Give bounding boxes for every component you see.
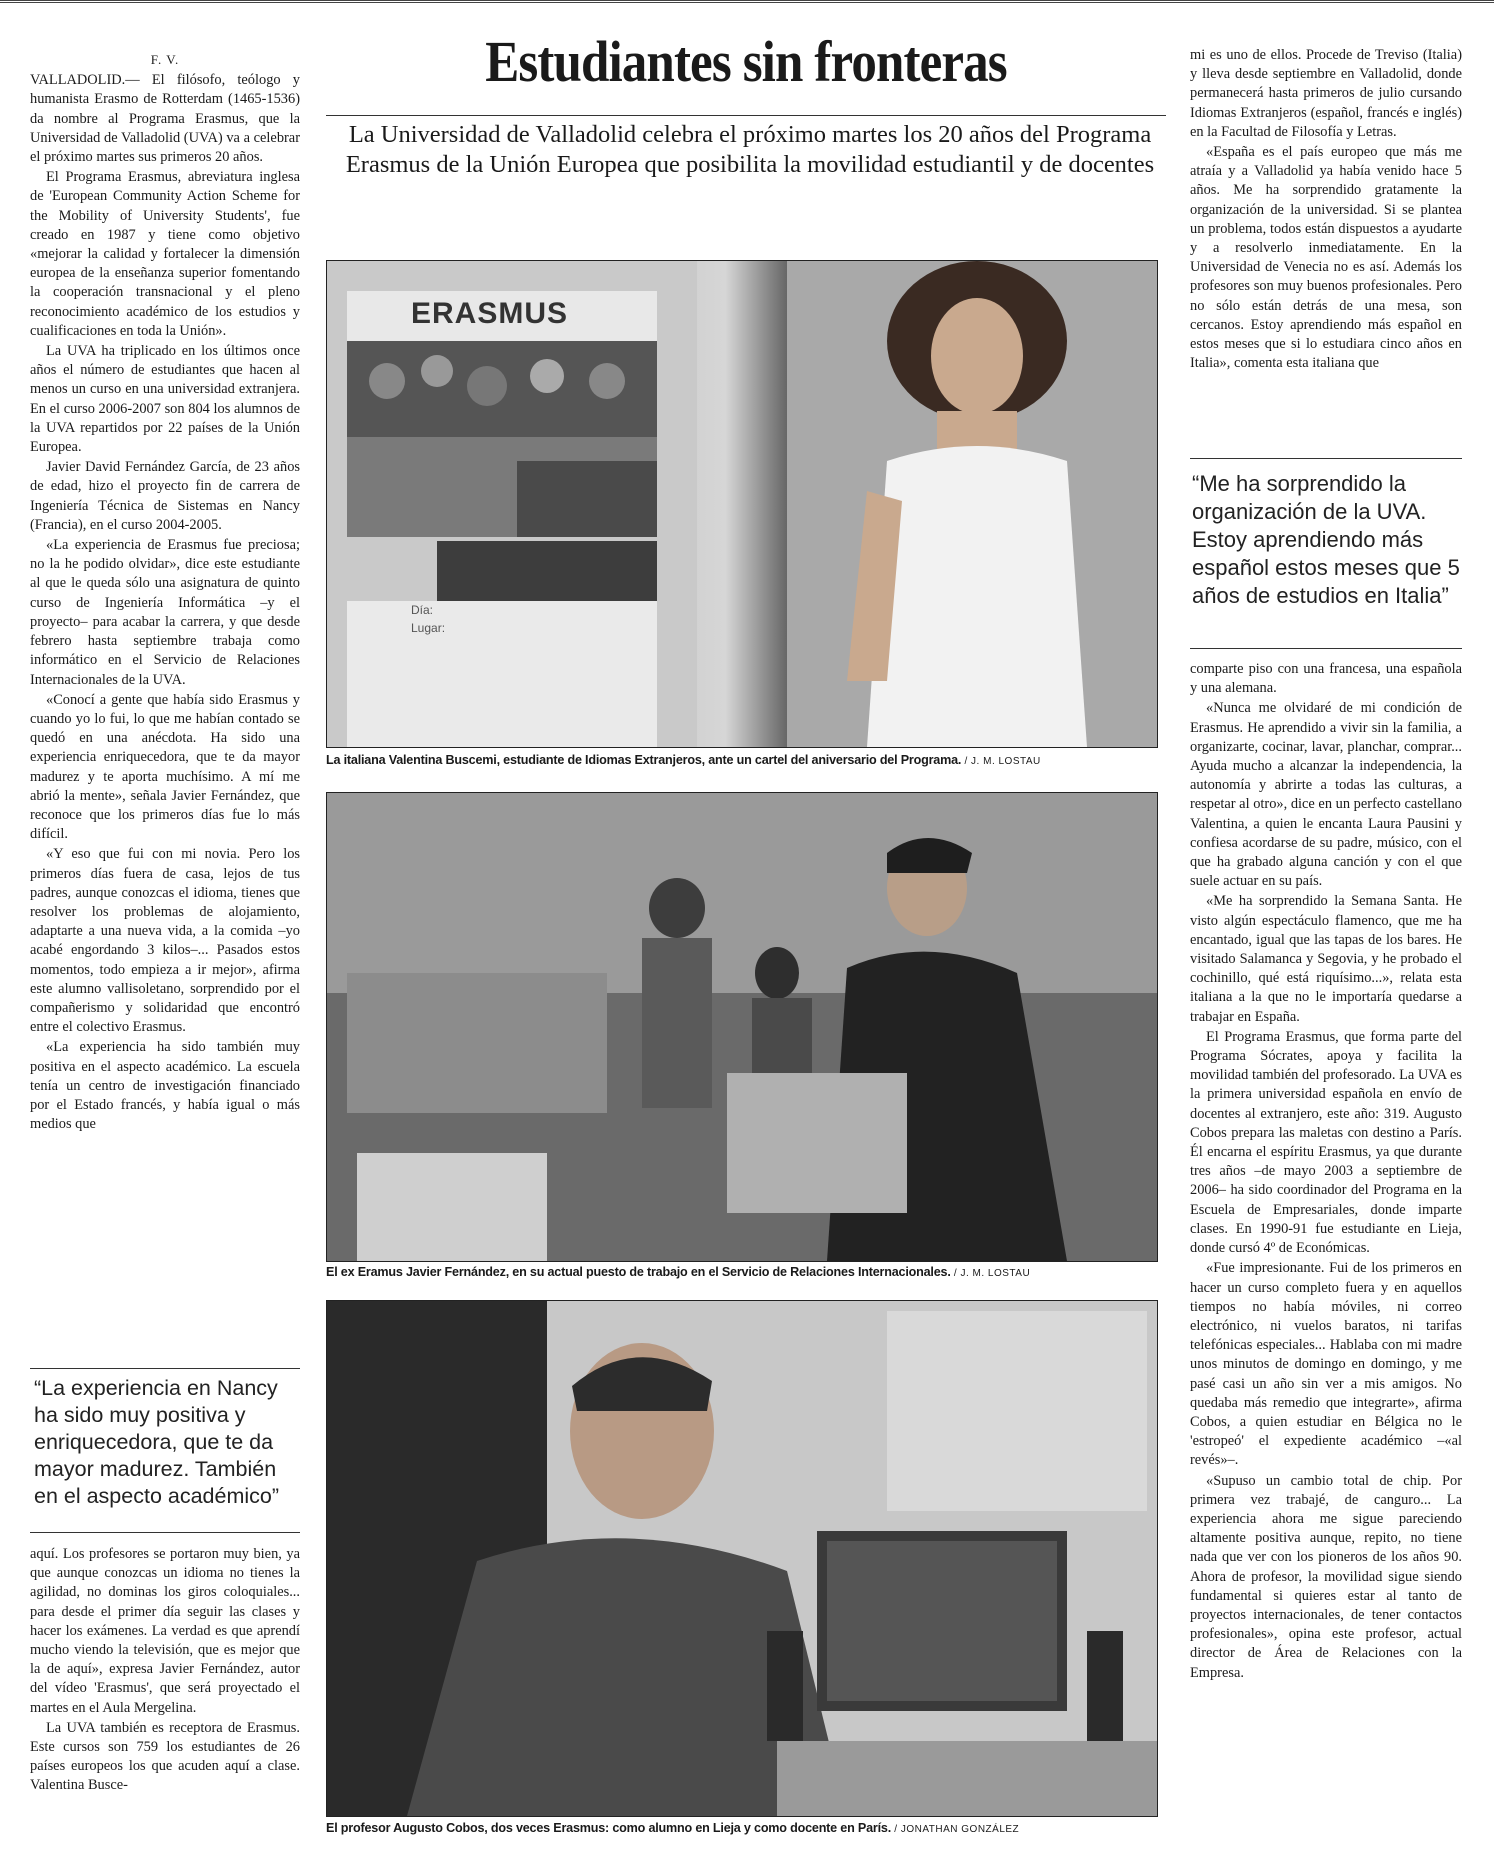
paragraph: «Fue impresionante. Fui de los primeros en hacer un curso completo fuera y en aquellos tiempos no había móviles, ni correo electrónico, ni vuelos baratos, ni tarifas telefónicas especiales... Hablaba con mi madre unos minutos de domingo en domingo, y me pasé casi un año sin ver a mis amigos. No quedaba más remedio que integrarte», afirma Cobos, a quien estudiar en Bélgica no le 'estropeó' el expediente académico –«al revés»–. (1190, 1260, 1462, 1469)
caption-text: El profesor Augusto Cobos, dos veces Erasmus: como alumno en Lieja y como docente en París. (326, 1821, 891, 1835)
paragraph: VALLADOLID.— El filósofo, teólogo y humanista Erasmo de Rotterdam (1465-1536) da nombre al Programa Erasmus, que la Universidad de Valladolid (UVA) va a celebrar el próximo martes sus primeros 20 años. (30, 72, 300, 166)
paragraph: «Y eso que fui con mi novia. Pero los primeros días fuera de casa, lejos de tus padres, aunque conozcas el idioma, tienes que resolver los problemas de alojamiento, adaptarte a una nueva vida, a la comida –yo acabé engordando 3 kilos–... Pasados estos momentos, todo empieza a ir mejor», afirma este alumno vallisoletano, sorprendido por el compañerismo y solidaridad que encontró entre el colectivo Erasmus. (30, 846, 300, 1036)
paragraph: «La experiencia de Erasmus fue preciosa; no la he podido olvidar», dice este estudiante al que le queda sólo una asignatura de quinto curso de Ingeniería Informática –y el proyecto– para acabar la carrera, y que desde febrero hasta septiembre trabaja como informático en el Servicio de Relaciones Internacionales de la UVA. (30, 537, 300, 688)
photo-credit: / JONATHAN GONZÁLEZ (891, 1824, 1020, 1835)
photo-caption (326, 1820, 1019, 1838)
paragraph: La UVA también es receptora de Erasmus. Este cursos son 759 los estudiantes de 26 países europeos los que acuden aquí a clase. Valentina Busce- (30, 1719, 300, 1794)
pull-quote-rule-top (30, 1368, 300, 1369)
sign-place-label: Lugar: (411, 621, 446, 635)
photo-javier-image (327, 793, 1157, 1261)
erasmus-sign: ERASMUS (411, 297, 569, 330)
photo-valentina (326, 260, 1158, 748)
pull-quote-left: “La experiencia en Nancy ha sido muy positiva y enriquecedora, que te da mayor madurez. También en el aspecto académico” (34, 1376, 280, 1508)
photo-credit: / J. M. LOSTAU (950, 1268, 1031, 1279)
photo-caption (326, 752, 1041, 770)
paragraph: El Programa Erasmus, abreviatura inglesa de 'European Community Action Scheme for the Mobility of University Students', fue creado en 1987 y tiene como objetivo «mejorar la calidad y fortalecer la dimensión europea de la enseñanza superior fomentando la cooperación transnacional y el pleno reconocimiento académico de los estudios y cualificaciones en toda la Unión». (30, 169, 300, 339)
paragraph: «España es el país europeo que más me atraía y a Valladolid ya había venido hace 5 años. Me ha sorprendido gratamente la organización de la universidad. Si se plantea un problema, todos están dispuestos a ayudarte y a resolverlo inmediatamente. En la Universidad de Venecia no es así. Además los profesores son muy buenos profesionales. Pero no sólo están detrás de una mesa, son cercanos. Estoy aprendiendo más español en estos meses que si lo estudiara cinco años en Italia», comenta esta italiana que (1190, 144, 1462, 372)
paragraph: mi es uno de ellos. Procede de Treviso (Italia) y lleva desde septiembre en Valladolid, donde permanecerá hasta primeros de julio cursando Idiomas Extranjeros (español, francés e inglés) en la Facultad de Filosofía y Letras. (1190, 47, 1462, 140)
pull-quote-rule-top (1190, 458, 1462, 459)
right-column-bottom (1190, 660, 1462, 1684)
paragraph: La UVA ha triplicado en los últimos once años el número de estudiantes que hacen al menos un curso en una universidad extranjera. En el curso 2006-2007 son 804 los alumnos de la UVA repartidos por 22 países de la Unión Europea. (30, 343, 300, 456)
paragraph: «Supuso un cambio total de chip. Por primera vez trabajé, de canguro... La experiencia ahora me sigue pareciendo altamente positiva aunque, repito, no tiene nada que ver con los pioneros de los años 90. Ahora de profesor, la movilidad sigue siendo fundamental si quieres estar al tanto de proyectos internacionales, de tener contactos profesionales», opina este profesor, actual director de Área de Relaciones con la Empresa. (1190, 1472, 1462, 1681)
photo-valentina-image (327, 261, 1157, 747)
caption-text: La italiana Valentina Buscemi, estudiante de Idiomas Extranjeros, ante un cartel del aniversario del Programa. (326, 753, 962, 767)
photo-caption (326, 1264, 1030, 1282)
pull-quote-rule-bottom (1190, 648, 1462, 649)
left-column (30, 48, 300, 1135)
deck: La Universidad de Valladolid celebra el próximo martes los 20 años del Programa Erasmus de la Unión Europea que posibilita la movilidad estudiantil y de docentes (345, 121, 1155, 178)
paragraph: aquí. Los profesores se portaron muy bien, ya que aunque conozcas un idioma no tienes la agilidad, no dominas los giros coloquiales... para desde el primer día seguir las clases y hacer los exámenes. La verdad es que aprendí mucho viendo la televisión, que es mejor que la de aquí», expresa Javier Fernández, autor del vídeo 'Erasmus', que será proyectado el martes en el Aula Mergelina. (30, 1546, 300, 1716)
paragraph: «La experiencia ha sido también muy positiva en el aspecto académico. La escuela tenía un centro de investigación financiado por el Estado francés, y había igual o más medios que (30, 1039, 300, 1133)
photo-augusto-image (327, 1301, 1157, 1816)
photo-javier (326, 792, 1158, 1262)
pull-quote-rule-bottom (30, 1532, 300, 1533)
right-column-top (1190, 46, 1462, 374)
paragraph: El Programa Erasmus, que forma parte del Programa Sócrates, apoya y facilita la movilidad también del profesorado. La UVA es la primera universidad española en envío de docentes al extranjero, este año: 319. Augusto Cobos prepara las maletas con destino a París. Él encarna el espíritu Erasmus, ya que durante tres años –de mayo 2003 a septiembre de 2006– ha sido coordinador del Programa en la Escuela de Empresariales, donde imparte clases. En 1990-91 fue estudiante en Lieja, donde cursó 4º de Económicas. (1190, 1028, 1462, 1257)
headline-rule (326, 115, 1166, 116)
paragraph: comparte piso con una francesa, una española y una alemana. (1190, 661, 1462, 697)
caption-text: El ex Eramus Javier Fernández, en su actual puesto de trabajo en el Servicio de Relaciones Internacionales. (326, 1265, 951, 1279)
photo-augusto (326, 1300, 1158, 1817)
left-column-bottom (30, 1545, 300, 1797)
pull-quote-right: “Me ha sorprendido la organización de la UVA. Estoy aprendiendo más español estos meses que 5 años de estudios en Italia” (1192, 471, 1460, 608)
paragraph: «Nunca me olvidaré de mi condición de Erasmus. He aprendido a vivir sin la familia, a organizarte, cocinar, lavar, planchar, comprar... Ayuda mucho a alcanzar la independencia, la autonomía y abrirte a todas las culturas, a respetar al otro», dice en un perfecto castellano Valentina, a quien le encanta Laura Pausini y confiesa acordarse de su padre, músico, con el que ha grabado alguna canción y con el que suele actuar en su país. (1190, 700, 1462, 890)
photo-credit: / J. M. LOSTAU (961, 756, 1041, 767)
paragraph: «Conocí a gente que había sido Erasmus y cuando yo lo fui, lo que me habían contado se quedó en una anécdota. Ha sido una experiencia enriquecedora, que te da mayor madurez y te aporta muchísimo. A mí me abrió la mente», señala Javier Fernández, que reconoce que los primeros días fue lo más difícil. (30, 691, 300, 843)
sign-day-label: Día: (411, 603, 434, 617)
byline: F. V. (150, 52, 180, 67)
paragraph: Javier David Fernández García, de 23 años de edad, hizo el proyecto fin de carrera de Ingeniería Técnica de Sistemas en Nancy (Francia), en el curso 2004-2005. (30, 459, 300, 533)
top-rule (0, 0, 1494, 8)
paragraph: «Me ha sorprendido la Semana Santa. He visto algún espectáculo flamenco, que me ha encantado, igual que las tapas de los bares. He visitado Salamanca y Segovia, y he probado el cochinillo, qué está riquísimo...», relata esta italiana a la que no le importaría quedarse a trabajar en España. (1190, 893, 1462, 1025)
headline: Estudiantes sin fronteras (485, 29, 1007, 94)
